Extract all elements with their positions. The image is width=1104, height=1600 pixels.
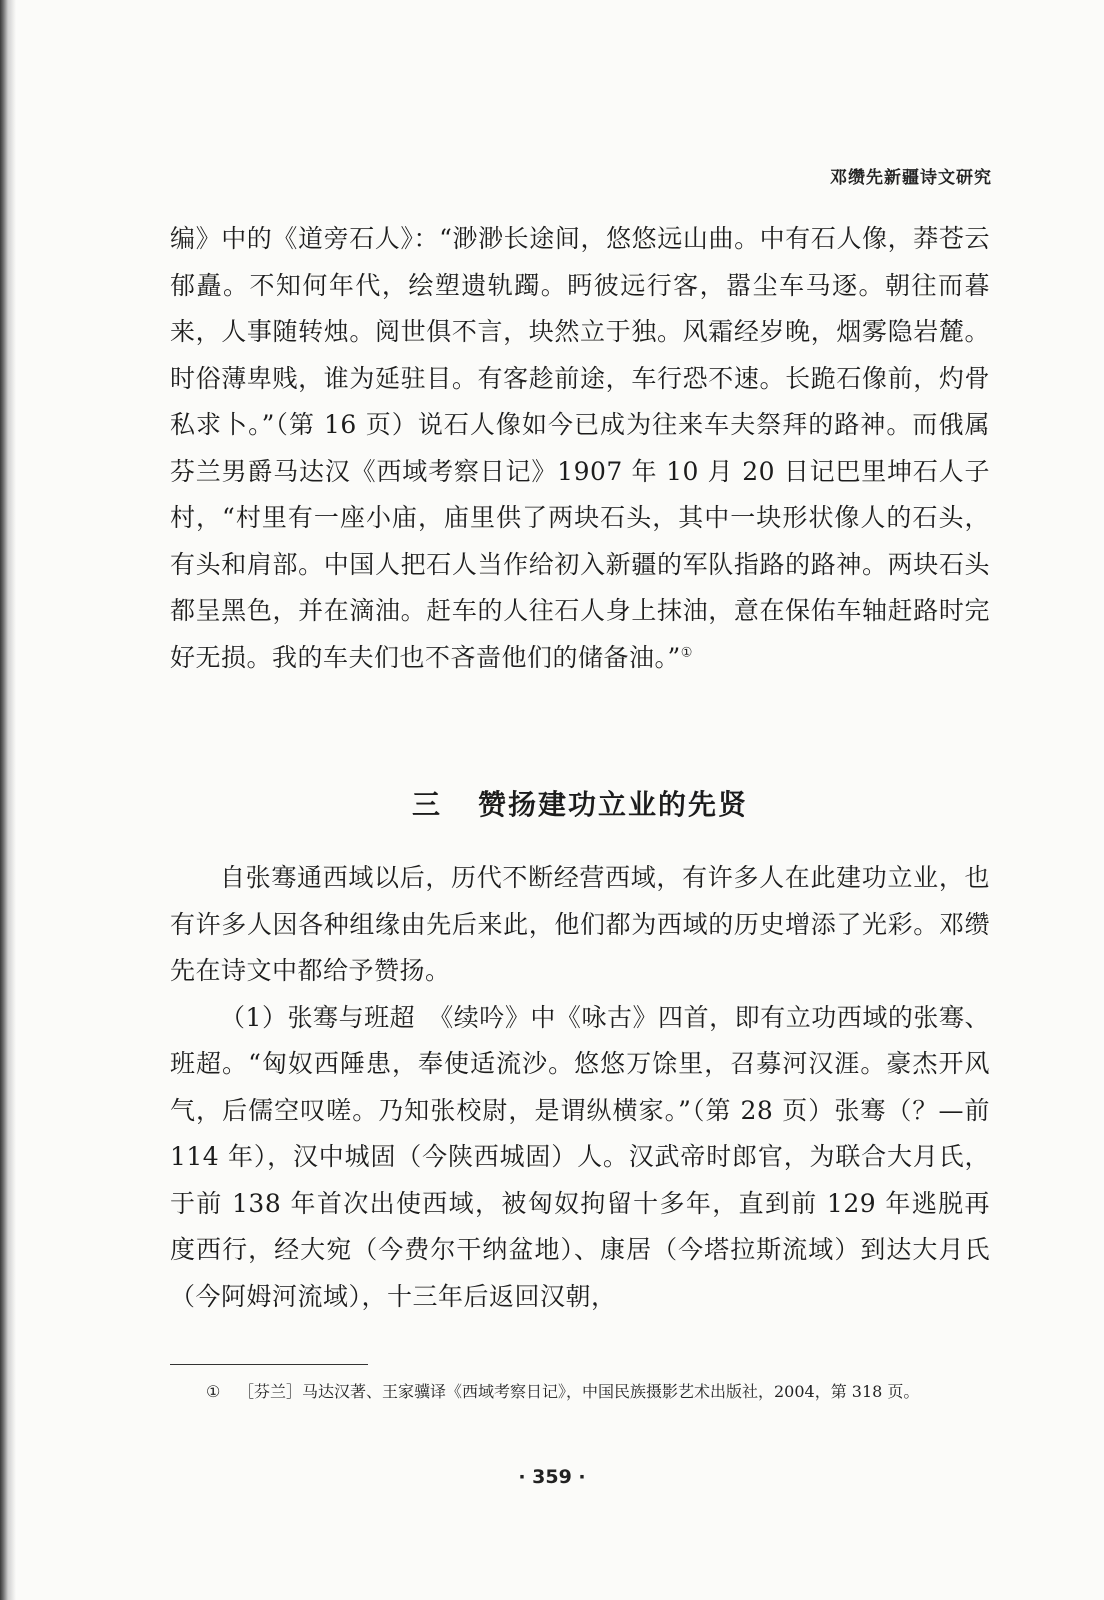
footnote-text: ［芬兰］马达汉著、王家骥译《西域考察日记》，中国民族摄影艺术出版社，2004，第 318 页。 — [238, 1382, 920, 1401]
footnote-marker[interactable]: ① — [680, 645, 693, 661]
paragraph-1 — [170, 216, 990, 681]
scan-binding-shadow — [0, 0, 16, 1600]
paragraph-1-text: 编》中的《道旁石人》：“渺渺长途间，悠悠远山曲。中有石人像，莽苍云郁矗。不知何年代，绘塑遗轨躅。眄彼远行客，嚣尘车马逐。朝往而暮来，人事随转烛。阅世俱不言，块然立于独。风霜经岁晚，烟雾隐岩麓。时俗薄卑贱，谁为延驻目。有客趁前途，车行恐不速。长跪石像前，灼骨私求卜。”（第 16 页）说石人像如今已成为往来车夫祭拜的路神。而俄属芬兰男爵马达汉《西域考察日记》1907 年 10 月 20 日记巴里坤石人子村，“村里有一座小庙，庙里供了两块石头，其中一块形状像人的石头，有头和肩部。中国人把石人当作给初入新疆的军队指路的路神。两块石头都呈黑色，并在滴油。赶车的人往石人身上抹油，意在保佑车轴赶路时完好无损。我的车夫们也不吝啬他们的储备油。” — [170, 224, 990, 672]
section-title: 赞扬建功立业的先贤 — [478, 788, 749, 821]
paragraph-3: （1）张骞与班超 《续吟》中《咏古》四首，即有立功西域的张骞、班超。“匈奴西陲患，奉使适流沙。悠悠万馀里，召募河汉涯。豪杰开风气，后儒空叹嗟。乃知张校尉，是谓纵横家。”（第 28 页）张骞（？—前 114 年），汉中城固（今陕西城固）人。汉武帝时郎官，为联合大月氏，于前 138 年首次出使西域，被匈奴拘留十多年，直到前 129 年逃脱再度西行，经大宛（今费尔干纳盆地）、康居（今塔拉斯流域）到达大月氏（今阿姆河流域），十三年后返回汉朝， — [170, 1002, 990, 1311]
section-number: 三 — [411, 788, 442, 821]
footnote-number: ① — [206, 1382, 221, 1401]
page-number: · 359 · — [518, 1466, 586, 1488]
section-heading — [170, 783, 990, 823]
body-text-top — [170, 216, 990, 681]
paragraph-2: 自张骞通西域以后，历代不断经营西域，有许多人在此建功立业，也有许多人因各种组缘由先后来此，他们都为西域的历史增添了光彩。邓缵先在诗文中都给予赞扬。 — [170, 863, 990, 985]
body-text-bottom — [170, 855, 990, 1320]
footnote — [206, 1378, 984, 1406]
running-head: 邓缵先新疆诗文研究 — [830, 168, 992, 188]
footnote-divider — [170, 1364, 368, 1365]
